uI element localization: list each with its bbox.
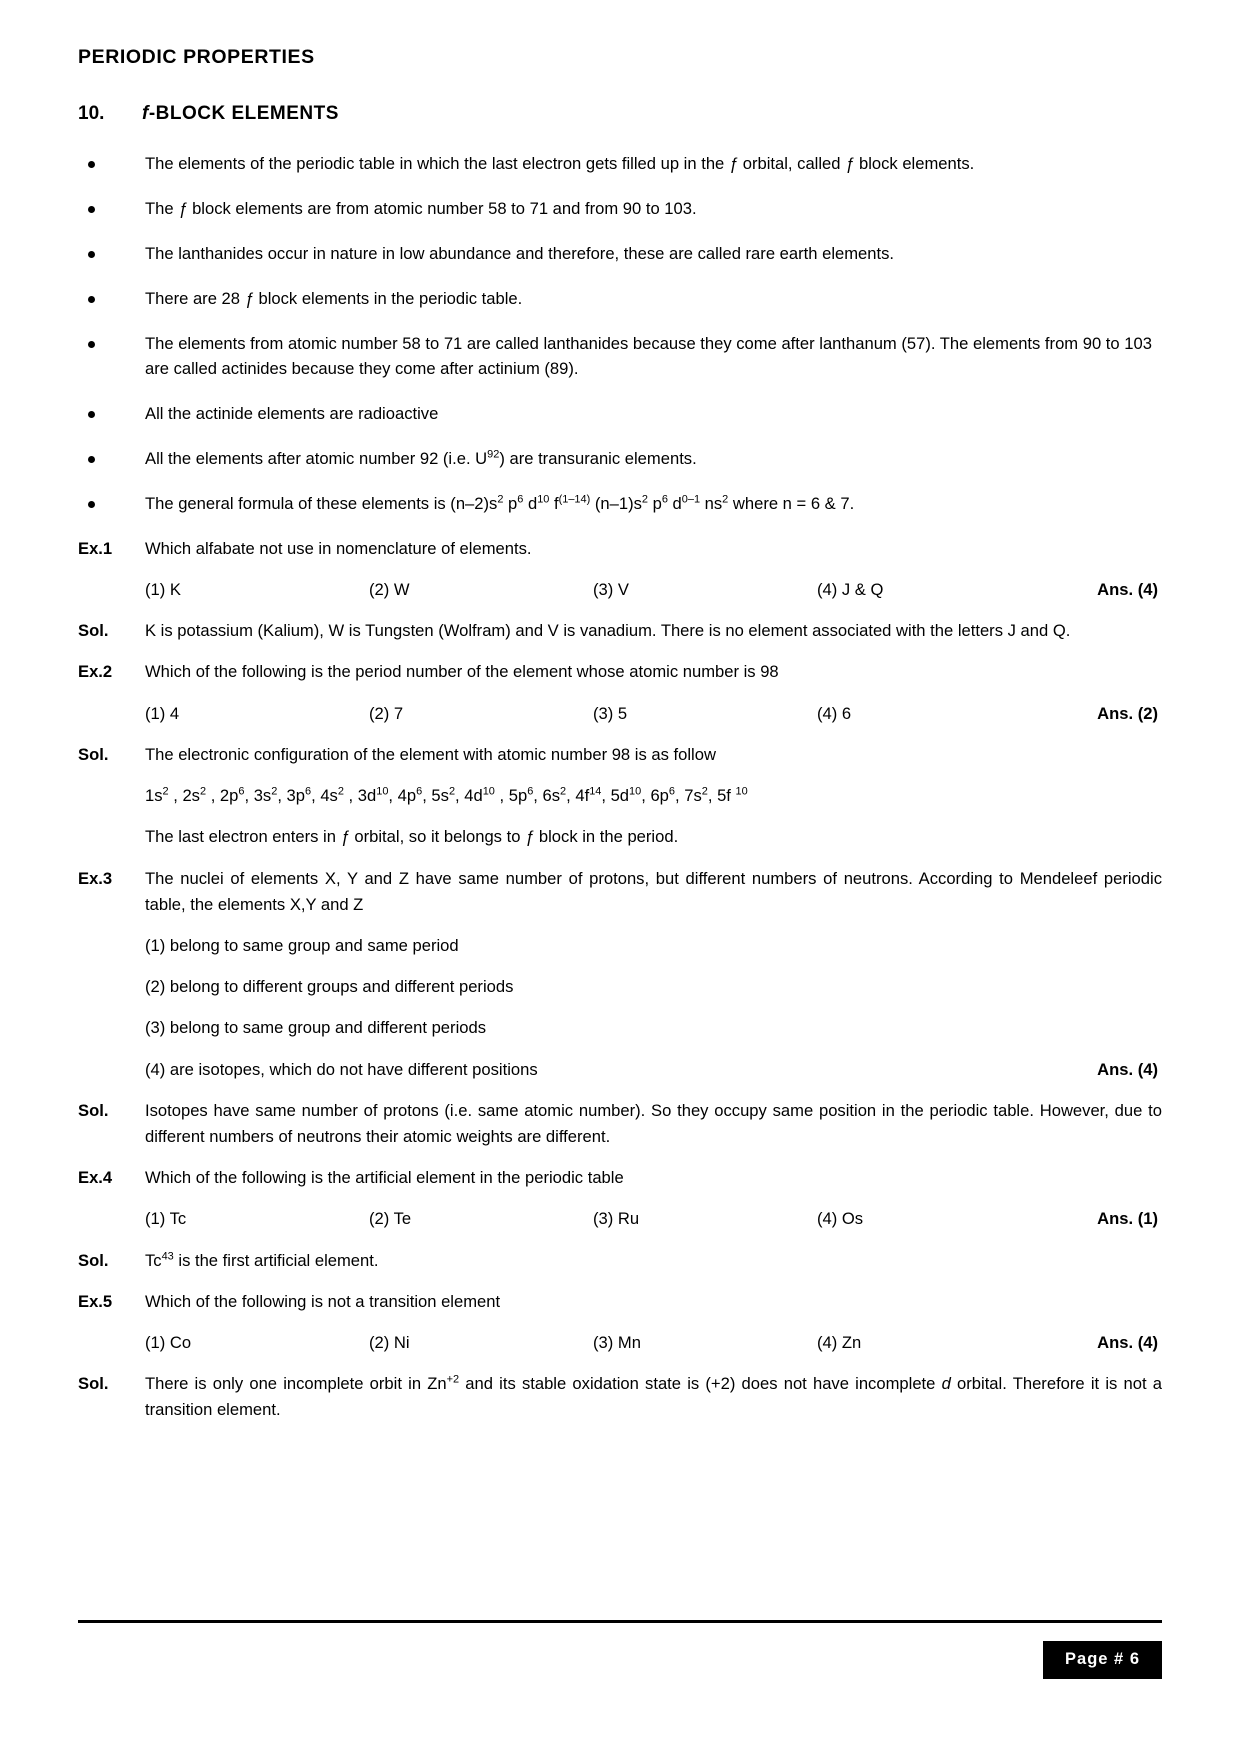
config-part: , 5p bbox=[494, 786, 528, 806]
example-3-option-row-4 bbox=[78, 1057, 1162, 1083]
example-4-options-row bbox=[78, 1206, 1162, 1232]
example-5-label: Ex.5 bbox=[78, 1291, 113, 1311]
example-3-solution-row bbox=[78, 1098, 1162, 1150]
solution-label: Sol. bbox=[78, 1250, 109, 1270]
option-2[interactable]: (2) belong to different groups and different periods bbox=[145, 977, 514, 997]
bullet-item bbox=[78, 286, 1162, 312]
solution-part: is the first artificial element. bbox=[173, 1250, 379, 1270]
formula-part: where n = 6 & 7. bbox=[728, 494, 855, 513]
bullet-marker bbox=[78, 446, 145, 470]
config-part: , 6p bbox=[641, 786, 669, 806]
config-sup: 2 bbox=[448, 785, 456, 798]
solution-sup: +2 bbox=[446, 1373, 460, 1386]
config-sup: 6 bbox=[668, 785, 675, 798]
formula-part: d bbox=[667, 494, 682, 513]
formula-sup: 6 bbox=[517, 493, 524, 506]
config-sup: 2 bbox=[271, 785, 278, 798]
config-part: , 3d bbox=[343, 786, 377, 806]
config-sup: 10 bbox=[376, 785, 389, 798]
option-3[interactable]: (3) belong to same group and different periods bbox=[145, 1018, 487, 1038]
formula-sup: 6 bbox=[661, 493, 668, 506]
option-4[interactable]: (4) 6 bbox=[817, 703, 852, 723]
bullet-marker bbox=[78, 401, 145, 425]
section-number: 10. bbox=[78, 103, 105, 124]
footer-divider bbox=[78, 1620, 1162, 1624]
options-list bbox=[145, 701, 1162, 727]
bullet-marker bbox=[78, 196, 145, 220]
config-part: , 4p bbox=[388, 786, 417, 806]
example-5-solution bbox=[145, 1371, 1162, 1423]
example-1-question: Which alfabate not use in nomenclature of elements. bbox=[145, 538, 532, 558]
bullet-marker bbox=[78, 331, 145, 355]
bullet-item bbox=[78, 196, 1162, 222]
example-2-configuration-row bbox=[78, 783, 1162, 809]
bullet7-post: ) are transuranic elements. bbox=[499, 449, 697, 469]
config-part: , 3s bbox=[244, 786, 272, 806]
example-2-solution: The electronic configuration of the element with atomic number 98 is as follow bbox=[145, 744, 716, 764]
bullet-marker bbox=[78, 151, 145, 175]
bullet-item bbox=[78, 151, 1162, 177]
electronic-configuration bbox=[145, 783, 1162, 809]
example-5-question: Which of the following is not a transition element bbox=[145, 1291, 501, 1311]
bullet-text: The elements of the periodic table in which the last electron gets filled up in the ƒ orbital, called ƒ block elements. bbox=[145, 154, 975, 173]
config-sup: 10 bbox=[735, 785, 748, 798]
option-4[interactable]: (4) J & Q bbox=[817, 580, 884, 600]
option-1[interactable]: (1) 4 bbox=[145, 703, 180, 723]
option-4[interactable]: (4) Os bbox=[817, 1209, 864, 1229]
config-sup: 6 bbox=[416, 785, 423, 798]
answer-label: Ans. (4) bbox=[1097, 1332, 1158, 1352]
option-4[interactable]: (4) Zn bbox=[817, 1332, 862, 1352]
config-part: 1s bbox=[145, 786, 163, 806]
example-3-option-row-2 bbox=[78, 974, 1162, 1000]
example-2-label: Ex.2 bbox=[78, 662, 113, 682]
solution-italic: d bbox=[941, 1374, 951, 1394]
page-number-badge: Page # 6 bbox=[1043, 1641, 1162, 1679]
option-1[interactable]: (1) K bbox=[145, 580, 181, 600]
options-list bbox=[145, 1330, 1162, 1356]
formula-sup: 10 bbox=[537, 493, 550, 506]
example-4-solution-row bbox=[78, 1248, 1162, 1274]
options-list bbox=[145, 1206, 1162, 1232]
solution-label: Sol. bbox=[78, 621, 109, 641]
general-formula-text bbox=[145, 491, 1162, 517]
config-part: , 5d bbox=[601, 786, 630, 806]
example-2-question-row bbox=[78, 659, 1162, 685]
answer-label: Ans. (4) bbox=[1097, 580, 1158, 600]
option-3[interactable]: (3) V bbox=[593, 580, 629, 600]
option-4[interactable]: (4) are isotopes, which do not have different positions bbox=[145, 1059, 538, 1079]
example-4-question-row bbox=[78, 1165, 1162, 1191]
option-3[interactable]: (3) Ru bbox=[593, 1209, 640, 1229]
bullet-item-formula bbox=[78, 491, 1162, 517]
formula-part: p bbox=[648, 494, 662, 513]
solution-part: There is only one incomplete orbit in Zn bbox=[145, 1374, 447, 1394]
config-sup: 2 bbox=[337, 785, 344, 798]
formula-sup: 2 bbox=[722, 493, 729, 506]
example-2-solution-extra: The last electron enters in ƒ orbital, so it belongs to ƒ block in the period. bbox=[145, 827, 679, 847]
example-5-question-row bbox=[78, 1289, 1162, 1315]
bullet-marker bbox=[78, 286, 145, 310]
example-2-question: Which of the following is the period number of the element whose atomic number is 98 bbox=[145, 662, 779, 682]
bullet-item bbox=[78, 401, 1162, 427]
config-sup: 6 bbox=[305, 785, 312, 798]
example-3-option-row-3 bbox=[78, 1015, 1162, 1041]
config-part: , 5f bbox=[707, 786, 736, 806]
config-sup: 2 bbox=[199, 785, 207, 798]
example-1-label: Ex.1 bbox=[78, 538, 113, 558]
options-list bbox=[145, 577, 1162, 603]
config-sup: 10 bbox=[629, 785, 642, 798]
section-heading bbox=[78, 103, 1162, 125]
solution-label: Sol. bbox=[78, 1374, 109, 1394]
config-part: , 4s bbox=[311, 786, 338, 806]
bullet-text bbox=[145, 446, 1162, 472]
formula-sup: 2 bbox=[497, 493, 504, 506]
config-sup: 14 bbox=[589, 785, 602, 798]
config-part: , 2p bbox=[206, 786, 239, 806]
section-title-text: -BLOCK ELEMENTS bbox=[148, 103, 339, 124]
solution-label: Sol. bbox=[78, 744, 109, 764]
example-3-question-row bbox=[78, 866, 1162, 918]
example-1-solution-row bbox=[78, 618, 1162, 644]
config-sup: 2 bbox=[701, 785, 708, 798]
example-3-question: The nuclei of elements X, Y and Z have same number of protons, but different numbers of neutrons. According to Mendeleef periodic table, the elements X,Y and Z bbox=[145, 868, 1162, 914]
example-2-options-row bbox=[78, 701, 1162, 727]
solution-part: Tc bbox=[145, 1250, 162, 1270]
option-2[interactable]: (2) 7 bbox=[369, 703, 404, 723]
example-3-label: Ex.3 bbox=[78, 868, 113, 888]
bullet-item bbox=[78, 446, 1162, 472]
config-part: , 2s bbox=[168, 786, 200, 806]
config-part: , 5s bbox=[422, 786, 449, 806]
config-part: , 4d bbox=[455, 786, 483, 806]
option-3[interactable]: (3) Mn bbox=[593, 1332, 641, 1352]
bullet7-pre: All the elements after atomic number 92 (i.e. U bbox=[145, 449, 488, 469]
config-part: , 6s bbox=[533, 786, 561, 806]
formula-part: The general formula of these elements is (n–2)s bbox=[145, 494, 498, 513]
formula-part: ns bbox=[700, 494, 723, 513]
section-title bbox=[142, 103, 339, 125]
bullet-text: The elements from atomic number 58 to 71 are called lanthanides because they come after lanthanum (57). The elements from 90 to 103 are called actinides because they come after actinium (89). bbox=[145, 333, 1152, 379]
config-sup: 6 bbox=[527, 785, 534, 798]
example-5-solution-row bbox=[78, 1371, 1162, 1423]
option-1[interactable]: (1) belong to same group and same period bbox=[145, 935, 459, 955]
option-1[interactable]: (1) Co bbox=[145, 1332, 192, 1352]
bullet-marker bbox=[78, 241, 145, 265]
bullet-text: The lanthanides occur in nature in low abundance and therefore, these are called rare earth elements. bbox=[145, 243, 895, 263]
formula-sup: 0–1 bbox=[681, 493, 701, 506]
example-4-solution bbox=[145, 1248, 1162, 1274]
formula-sup: 2 bbox=[641, 493, 648, 506]
option-2[interactable]: (2) Te bbox=[369, 1209, 412, 1229]
answer-label: Ans. (4) bbox=[1097, 1059, 1158, 1079]
option-2[interactable]: (2) Ni bbox=[369, 1332, 410, 1352]
bullet-text: The ƒ block elements are from atomic number 58 to 71 and from 90 to 103. bbox=[145, 198, 697, 218]
example-1-options-row bbox=[78, 577, 1162, 603]
option-2[interactable]: (2) W bbox=[369, 580, 410, 600]
bullet-marker bbox=[78, 491, 145, 515]
bullet7-superscript: 92 bbox=[487, 448, 500, 461]
example-5-options-row bbox=[78, 1330, 1162, 1356]
config-sup: 2 bbox=[162, 785, 169, 798]
solution-label: Sol. bbox=[78, 1100, 109, 1120]
document-header: PERIODIC PROPERTIES bbox=[78, 46, 315, 68]
example-3-option-row-1 bbox=[78, 933, 1162, 959]
example-2-solution-row bbox=[78, 742, 1162, 768]
formula-sup: (1–14) bbox=[558, 493, 591, 506]
bullet-item bbox=[78, 241, 1162, 267]
config-part: , 4f bbox=[566, 786, 590, 806]
config-sup: 6 bbox=[238, 785, 245, 798]
answer-label: Ans. (1) bbox=[1097, 1209, 1158, 1229]
config-sup: 2 bbox=[560, 785, 567, 798]
example-3-solution: Isotopes have same number of protons (i.e. same atomic number). So they occupy same position in the periodic table. However, due to different numbers of neutrons their atomic weights are different. bbox=[145, 1100, 1162, 1146]
solution-part: and its stable oxidation state is (+2) does not have incomplete bbox=[459, 1374, 942, 1394]
example-1-question-row bbox=[78, 536, 1162, 562]
formula-part: (n–1)s bbox=[590, 494, 642, 513]
option-3[interactable]: (3) 5 bbox=[593, 703, 628, 723]
formula-part: d bbox=[523, 494, 538, 513]
config-part: , 7s bbox=[675, 786, 702, 806]
option-1[interactable]: (1) Tc bbox=[145, 1209, 187, 1229]
example-2-solution-extra-row bbox=[78, 824, 1162, 850]
example-4-label: Ex.4 bbox=[78, 1168, 113, 1188]
config-sup: 10 bbox=[482, 785, 495, 798]
bullet-text: There are 28 ƒ block elements in the periodic table. bbox=[145, 288, 523, 308]
answer-label: Ans. (2) bbox=[1097, 703, 1158, 723]
solution-sup: 43 bbox=[161, 1250, 174, 1262]
bullet-text: All the actinide elements are radioactive bbox=[145, 404, 439, 424]
solution-part: orbital. Therefore it is not a transition element. bbox=[145, 1374, 1163, 1420]
example-1-solution: K is potassium (Kalium), W is Tungsten (Wolfram) and V is vanadium. There is no element associated with the letters J and Q. bbox=[145, 621, 1071, 641]
formula-part: f bbox=[549, 494, 559, 513]
config-part: , 3p bbox=[277, 786, 305, 806]
bullet-item bbox=[78, 331, 1162, 383]
section-title-italic-prefix: f bbox=[142, 103, 149, 124]
example-4-question: Which of the following is the artificial element in the periodic table bbox=[145, 1168, 624, 1188]
formula-part: p bbox=[503, 494, 518, 513]
